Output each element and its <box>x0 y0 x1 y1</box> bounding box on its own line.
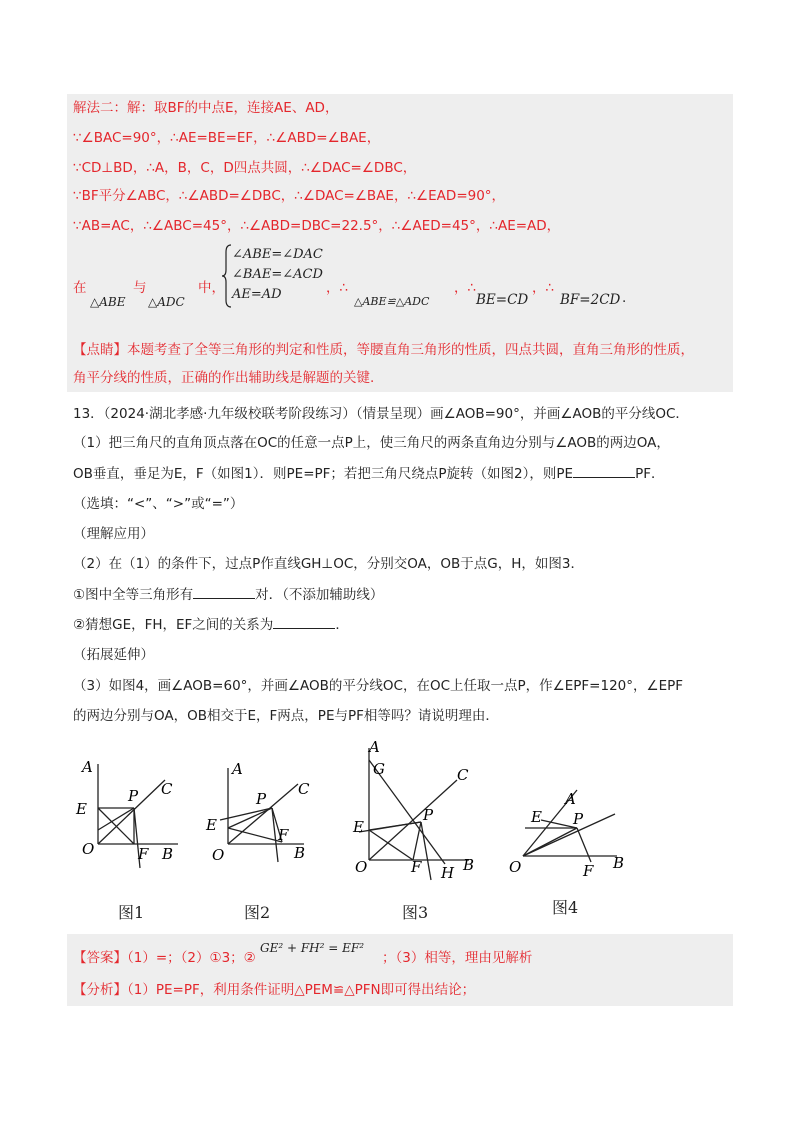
problem-part-2-q2 <box>73 614 349 635</box>
problem-part-2-q2-end: ． <box>335 617 349 633</box>
figure-2-caption: 图2 <box>244 903 271 922</box>
solution-line-3: ∵CD⊥BD，∴A，B，C，D四点共圆，∴∠DAC=∠DBC， <box>73 160 417 176</box>
svg-text:E: E <box>353 818 364 836</box>
svg-text:O: O <box>509 858 522 876</box>
analysis-line <box>73 980 475 1000</box>
solution-line-6-therefore-2: ，∴ <box>454 280 477 296</box>
problem-part-2-q2-text: ②猜想GE，FH，EF之间的关系为 <box>73 617 274 633</box>
condition-3: AE=AD <box>232 287 282 302</box>
svg-text:C: C <box>457 766 469 784</box>
svg-text:A: A <box>565 790 576 808</box>
figure-3-caption: 图3 <box>402 903 429 922</box>
svg-text:A: A <box>369 740 380 756</box>
problem-options: （选填：“<”、“>”或“=”） <box>73 496 244 512</box>
svg-text:C: C <box>161 780 173 798</box>
problem-part-2-q1 <box>73 584 383 605</box>
svg-text:E: E <box>76 800 87 818</box>
solution-line-6-therefore-3: ，∴ <box>532 280 555 296</box>
condition-2: ∠BAE=∠ACD <box>232 267 323 282</box>
svg-text:B: B <box>463 856 475 874</box>
triangle-adc-label: △ADC <box>148 295 185 309</box>
answer-part-2: ；（3）相等，理由见解析 <box>382 950 533 966</box>
triangle-abe-label: △ABE <box>90 295 126 309</box>
be-equals-cd: BE=CD <box>476 292 529 308</box>
answer-line <box>73 948 256 968</box>
solution-line-5: ∵AB=AC，∴∠ABC=45°，∴∠ABD=DBC=22.5°，∴∠AED=45°，∴AE=AD， <box>73 218 561 234</box>
svg-text:A: A <box>82 758 93 776</box>
answer-blank-3[interactable] <box>273 614 335 629</box>
answer-tag: 【答案】 <box>73 950 127 966</box>
svg-text:B: B <box>613 854 625 872</box>
brace-icon <box>222 244 232 308</box>
problem-part-1-cont <box>73 463 664 484</box>
problem-part-1-end: PF． <box>635 466 665 482</box>
problem-part-1-text: OB垂直，垂足为E，F（如图1）．则PE=PF；若把三角尺绕点P旋转（如图2），则PE <box>73 466 574 482</box>
svg-text:F: F <box>583 862 594 880</box>
figure-3 <box>345 740 490 890</box>
svg-text:B: B <box>162 845 174 863</box>
svg-text:E: E <box>206 816 217 834</box>
svg-text:H: H <box>441 864 455 882</box>
solution-line-4: ∵BF平分∠ABC，∴∠ABD=∠DBC，∴∠DAC=∠BAE，∴∠EAD=90°， <box>73 188 506 204</box>
problem-part-2: （2）在（1）的条件下，过点P作直线GH⊥OC，分别交OA，OB于点G，H，如图3． <box>73 556 584 572</box>
svg-text:C: C <box>298 780 310 798</box>
problem-part-3: （3）如图4，画∠AOB=60°，并画∠AOB的平分线OC，在OC上任取一点P，作∠EPF=120°，∠EPF <box>73 678 684 694</box>
comment-line-1 <box>73 340 694 360</box>
problem-part-2-q1-text: ①图中全等三角形有 <box>73 587 194 603</box>
svg-text:F: F <box>411 858 422 876</box>
congruence-statement: △ABE≌△ADC <box>354 295 430 308</box>
svg-text:B: B <box>294 844 306 862</box>
answer-part-1: （1）=；（2）①3；② <box>127 950 256 966</box>
answer-blank-2[interactable] <box>193 584 255 599</box>
problem-part-1: （1）把三角尺的直角顶点落在OC的任意一点P上，使三角尺的两条直角边分别与∠AOB的两边OA， <box>73 435 670 451</box>
svg-text:P: P <box>423 806 434 824</box>
answer-formula: GE² + FH² = EF² <box>260 941 365 955</box>
solution-line-1: 解法二：解：取BF的中点E，连接AE、AD， <box>73 100 339 116</box>
solution-line-6-in: 中， <box>198 280 225 296</box>
answer-blank-1[interactable] <box>573 463 635 478</box>
svg-text:P: P <box>256 790 267 808</box>
solution-line-6-with: 与 <box>133 280 147 296</box>
problem-part-2-q1-end: 对．（不添加辅助线） <box>255 587 384 603</box>
solution-line-6-prefix: 在 <box>73 280 87 296</box>
condition-system <box>232 245 323 305</box>
solution-line-2: ∵∠BAC=90°，∴AE=BE=EF，∴∠ABD=∠BAE， <box>73 130 381 146</box>
figure-4-caption: 图4 <box>552 898 579 917</box>
solution-line-6-therefore: ，∴ <box>326 280 349 296</box>
solution-line-6-end: . <box>622 290 627 306</box>
condition-1: ∠ABE=∠DAC <box>232 247 323 262</box>
analysis-tag: 【分析】 <box>73 982 127 998</box>
svg-text:O: O <box>355 858 368 876</box>
analysis-text: （1）PE=PF，利用条件证明△PEM≌△PFN即可得出结论； <box>127 982 476 998</box>
figure-4 <box>505 780 635 890</box>
comment-text-1: 本题考查了全等三角形的判定和性质，等腰直角三角形的性质，四点共圆，直角三角形的性质， <box>127 342 694 358</box>
problem-title: 13．（2024·湖北孝感·九年级校联考阶段练习）（情景呈现）画∠AOB=90°，并画∠AOB的平分线OC． <box>73 406 689 422</box>
svg-text:G: G <box>373 760 385 778</box>
svg-text:A: A <box>232 760 243 778</box>
svg-text:O: O <box>82 840 95 858</box>
section-extend: （拓展延伸） <box>73 647 154 663</box>
figure-1 <box>70 750 190 870</box>
figure-2 <box>200 750 330 870</box>
svg-text:F: F <box>278 826 289 844</box>
comment-tag: 【点睛】 <box>73 342 127 358</box>
svg-text:F: F <box>138 845 149 863</box>
problem-part-3-cont: 的两边分别与OA，OB相交于E，F两点，PE与PF相等吗？请说明理由． <box>73 708 499 724</box>
bf-equals-2cd: BF=2CD <box>560 292 621 308</box>
svg-text:E: E <box>531 808 542 826</box>
svg-text:O: O <box>212 846 225 864</box>
svg-text:P: P <box>573 810 584 828</box>
figure-1-caption: 图1 <box>118 903 145 922</box>
comment-line-2: 角平分线的性质，正确的作出辅助线是解题的关键. <box>73 370 375 386</box>
section-understand: （理解应用） <box>73 526 154 542</box>
svg-text:P: P <box>128 787 139 805</box>
